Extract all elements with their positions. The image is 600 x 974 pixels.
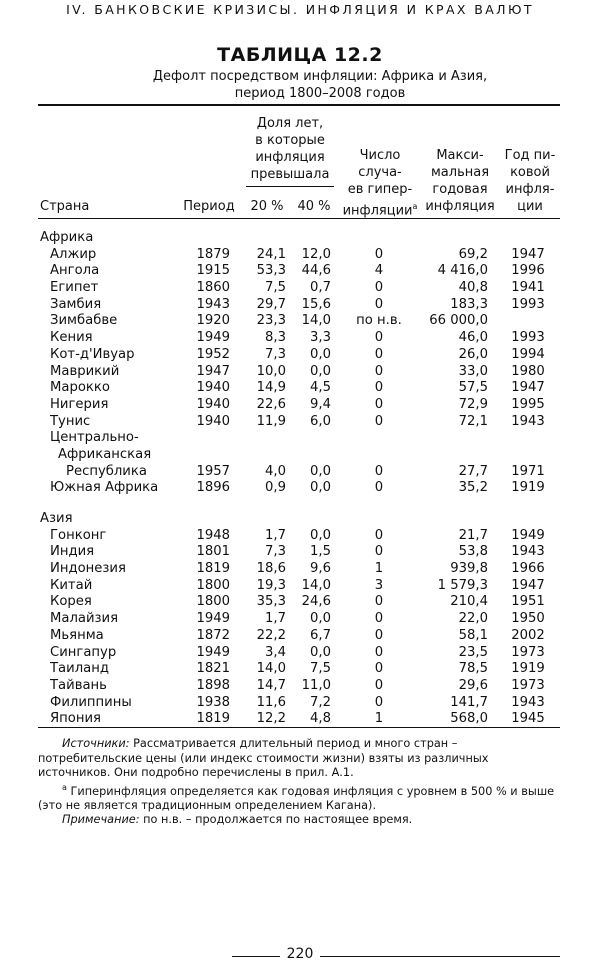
cell-hyper: 0 xyxy=(374,296,384,312)
table-row xyxy=(0,611,600,628)
cell-period: 1800 xyxy=(196,594,230,610)
remark-label: Примечание: xyxy=(62,813,140,827)
cell-max: 40,8 xyxy=(458,280,488,296)
cell-peak: 1993 xyxy=(511,330,545,346)
cell-hyper: 0 xyxy=(374,627,384,643)
cell-hyper: 3 xyxy=(374,577,384,593)
cell-peak: 1993 xyxy=(511,296,545,312)
cell-country: Зимбабве xyxy=(50,313,118,329)
cell-peak: 1947 xyxy=(511,380,545,396)
cell-max: 210,4 xyxy=(450,594,488,610)
cell-hyper: 0 xyxy=(374,661,384,677)
table-row xyxy=(0,347,600,364)
caption-line-1: Дефолт посредством инфляции: Африка и Азия, xyxy=(152,69,488,84)
cell-country: Корея xyxy=(50,594,92,610)
table-title: ТАБЛИЦА 12.2 xyxy=(217,44,383,66)
cell-period: 1860 xyxy=(196,280,230,296)
cell-country: Филиппины xyxy=(50,694,132,710)
cell-hyper: 0 xyxy=(374,380,384,396)
cell-max: 26,0 xyxy=(458,346,488,362)
cell-p40: 9,4 xyxy=(310,396,331,412)
cell-max: 78,5 xyxy=(458,661,488,677)
cell-p40: 0,0 xyxy=(310,346,331,362)
cell-p40: 4,5 xyxy=(310,380,331,396)
section-header xyxy=(0,230,600,247)
cell-peak: 1943 xyxy=(511,694,545,710)
cell-p40: 0,0 xyxy=(310,644,331,660)
sources-note xyxy=(38,737,560,781)
cell-p40: 0,0 xyxy=(310,480,331,496)
cell-period: 1940 xyxy=(196,380,230,396)
section-header xyxy=(0,511,600,528)
cell-country: Таиланд xyxy=(50,661,109,677)
cell-max: 568,0 xyxy=(450,711,488,727)
sources-label: Источники: xyxy=(62,737,130,750)
cell-max: 72,9 xyxy=(458,396,488,412)
cell-hyper: 0 xyxy=(374,330,384,346)
header-share-line: Доля лет, xyxy=(256,116,324,131)
cell-p40: 4,8 xyxy=(310,711,331,727)
cell-peak: 1945 xyxy=(511,711,545,727)
remark-note xyxy=(38,813,560,828)
cell-max: 939,8 xyxy=(450,561,488,577)
table-caption xyxy=(40,68,600,102)
remark-text: по н.в. – продолжается по настоящее время. xyxy=(143,813,413,827)
cell-p40: 44,6 xyxy=(301,263,331,279)
footnote xyxy=(38,781,560,814)
cell-p20: 14,9 xyxy=(256,380,286,396)
cell-hyper: 0 xyxy=(374,480,384,496)
header-bottom-rule xyxy=(38,218,560,219)
cell-max: 53,8 xyxy=(458,544,488,560)
cell-p20: 24,1 xyxy=(256,246,286,262)
cell-max: 33,0 xyxy=(458,363,488,379)
cell-hyper: 0 xyxy=(374,413,384,429)
table-notes xyxy=(38,737,560,828)
table-row xyxy=(0,661,600,678)
page-rule-right xyxy=(320,956,560,957)
cell-period: 1821 xyxy=(196,661,230,677)
cell-period: 1949 xyxy=(196,611,230,627)
table-row xyxy=(0,528,600,545)
table-row xyxy=(0,247,600,264)
running-header: IV. БАНКОВСКИЕ КРИЗИСЫ. ИНФЛЯЦИЯ И КРАХ ВАЛЮТ xyxy=(66,2,534,17)
table-body xyxy=(0,230,600,728)
cell-period: 1947 xyxy=(196,363,230,379)
cell-max: 23,5 xyxy=(458,644,488,660)
table-row xyxy=(0,330,600,347)
cell-p20: 29,7 xyxy=(256,296,286,312)
cell-p40: 0,0 xyxy=(310,527,331,543)
cell-p20: 0,9 xyxy=(265,480,286,496)
cell-peak: 1943 xyxy=(511,413,545,429)
cell-p20: 22,2 xyxy=(256,627,286,643)
cell-peak: 1919 xyxy=(511,661,545,677)
cell-max: 4 416,0 xyxy=(437,263,488,279)
header-share-line: инфляция xyxy=(255,150,325,165)
cell-max: 29,6 xyxy=(458,677,488,693)
sources-text: Рассматривается длительный период и много стран – потребительские цены (или индекс стоимости жизни) взяты из различных источников. Они подробно перечислены в прил. А.1. xyxy=(38,737,489,779)
cell-max: 58,1 xyxy=(458,627,488,643)
section-gap xyxy=(0,497,600,511)
cell-country: Япония xyxy=(50,711,101,727)
cell-max: 22,0 xyxy=(458,611,488,627)
cell-period: 1879 xyxy=(196,246,230,262)
cell-p40: 3,3 xyxy=(310,330,331,346)
cell-p20: 53,3 xyxy=(256,263,286,279)
cell-peak: 1947 xyxy=(511,246,545,262)
cell-p20: 1,7 xyxy=(265,527,286,543)
cell-hyper: 0 xyxy=(374,280,384,296)
cell-p40: 1,5 xyxy=(310,544,331,560)
cell-peak: 2002 xyxy=(511,627,545,643)
table-row xyxy=(0,711,600,728)
cell-period: 1948 xyxy=(196,527,230,543)
cell-max: 141,7 xyxy=(450,694,488,710)
section-name: Африка xyxy=(40,230,94,245)
table-bottom-rule xyxy=(38,727,560,728)
cell-p20: 3,4 xyxy=(265,644,286,660)
table-row xyxy=(0,464,600,481)
cell-country: Ангола xyxy=(50,263,100,279)
cell-hyper: по н.в. xyxy=(356,313,402,329)
cell-p20: 23,3 xyxy=(256,313,286,329)
cell-country: Марокко xyxy=(50,380,110,396)
table-row xyxy=(0,578,600,595)
header-share-rule xyxy=(246,186,334,187)
table-top-rule xyxy=(38,104,560,106)
table-row xyxy=(0,447,600,464)
table-row xyxy=(0,561,600,578)
cell-p20: 7,3 xyxy=(265,346,286,362)
cell-max: 27,7 xyxy=(458,463,488,479)
cell-p40: 14,0 xyxy=(301,313,331,329)
cell-country: Египет xyxy=(50,280,99,296)
cell-p20: 14,0 xyxy=(256,661,286,677)
cell-country: Тайвань xyxy=(50,677,107,693)
cell-hyper: 0 xyxy=(374,594,384,610)
cell-country: Мьянма xyxy=(50,627,104,643)
cell-peak: 1941 xyxy=(511,280,545,296)
header-country: Страна xyxy=(40,199,90,214)
cell-p40: 0,7 xyxy=(310,280,331,296)
cell-period: 1949 xyxy=(196,330,230,346)
cell-period: 1957 xyxy=(196,463,230,479)
cell-period: 1940 xyxy=(196,396,230,412)
cell-max: 46,0 xyxy=(458,330,488,346)
cell-country: Замбия xyxy=(50,296,102,312)
cell-p40: 6,0 xyxy=(310,413,331,429)
cell-period: 1915 xyxy=(196,263,230,279)
cell-period: 1943 xyxy=(196,296,230,312)
cell-peak: 1971 xyxy=(511,463,545,479)
cell-p40: 24,6 xyxy=(301,594,331,610)
cell-p20: 14,7 xyxy=(256,677,286,693)
header-hyper: Число случа- ев гипер- инфляции$^a$ xyxy=(342,148,418,219)
table-row xyxy=(0,544,600,561)
cell-period: 1898 xyxy=(196,677,230,693)
footnote-mark: a xyxy=(62,782,67,792)
header-share-line: в которые xyxy=(255,133,325,148)
cell-p40: 12,0 xyxy=(301,246,331,262)
cell-max: 183,3 xyxy=(450,296,488,312)
table-row xyxy=(0,480,600,497)
cell-p40: 9,6 xyxy=(310,561,331,577)
cell-country: Центрально- xyxy=(50,430,139,446)
cell-hyper: 0 xyxy=(374,644,384,660)
cell-hyper: 1 xyxy=(374,561,384,577)
cell-p20: 7,5 xyxy=(265,280,286,296)
cell-peak: 1949 xyxy=(511,527,545,543)
cell-peak: 1973 xyxy=(511,644,545,660)
cell-p20: 19,3 xyxy=(256,577,286,593)
cell-hyper: 0 xyxy=(374,544,384,560)
table-row xyxy=(0,430,600,447)
table-row xyxy=(0,297,600,314)
cell-p40: 7,5 xyxy=(310,661,331,677)
cell-hyper: 0 xyxy=(374,463,384,479)
table-row xyxy=(0,678,600,695)
header-hyper-note: a xyxy=(412,202,418,211)
cell-max: 69,2 xyxy=(458,246,488,262)
cell-p40: 15,6 xyxy=(301,296,331,312)
cell-p20: 11,6 xyxy=(256,694,286,710)
cell-p20: 18,6 xyxy=(256,561,286,577)
cell-peak: 1996 xyxy=(511,263,545,279)
cell-p20: 4,0 xyxy=(265,463,286,479)
table-row xyxy=(0,628,600,645)
header-p40: 40 % xyxy=(297,199,331,214)
cell-max: 1 579,3 xyxy=(437,577,488,593)
cell-hyper: 0 xyxy=(374,611,384,627)
cell-p20: 7,3 xyxy=(265,544,286,560)
header-peak: Год пи- ковой инфля- ции xyxy=(504,148,556,214)
table-row xyxy=(0,280,600,297)
table-row xyxy=(0,397,600,414)
footnote-text: Гиперинфляция определяется как годовая инфляция с уровнем в 500 % и выше (это не является традиционным определением Кагана). xyxy=(38,784,555,812)
cell-max: 35,2 xyxy=(458,480,488,496)
header-p20: 20 % xyxy=(250,199,284,214)
cell-p20: 11,9 xyxy=(256,413,286,429)
cell-country: Тунис xyxy=(50,413,91,429)
table-row xyxy=(0,414,600,431)
cell-hyper: 0 xyxy=(374,246,384,262)
cell-p20: 8,3 xyxy=(265,330,286,346)
table-row xyxy=(0,645,600,662)
cell-country: Китай xyxy=(50,577,93,593)
cell-peak: 1947 xyxy=(511,577,545,593)
cell-hyper: 1 xyxy=(374,711,384,727)
cell-country: Африканская xyxy=(58,446,152,462)
cell-country: Сингапур xyxy=(50,644,117,660)
cell-country: Кения xyxy=(50,330,93,346)
header-period: Период xyxy=(183,199,235,214)
cell-country: Республика xyxy=(66,463,147,479)
cell-period: 1920 xyxy=(196,313,230,329)
cell-p20: 22,6 xyxy=(256,396,286,412)
cell-p20: 35,3 xyxy=(256,594,286,610)
cell-p40: 7,2 xyxy=(310,694,331,710)
cell-country: Маврикий xyxy=(50,363,120,379)
cell-peak: 1966 xyxy=(511,561,545,577)
cell-max: 57,5 xyxy=(458,380,488,396)
header-share-line: превышала xyxy=(250,167,330,182)
cell-p40: 0,0 xyxy=(310,363,331,379)
cell-p40: 0,0 xyxy=(310,611,331,627)
cell-p20: 1,7 xyxy=(265,611,286,627)
table-row xyxy=(0,313,600,330)
table-row xyxy=(0,263,600,280)
cell-period: 1801 xyxy=(196,544,230,560)
cell-country: Малайзия xyxy=(50,611,119,627)
cell-period: 1800 xyxy=(196,577,230,593)
cell-country: Индия xyxy=(50,544,95,560)
cell-hyper: 0 xyxy=(374,346,384,362)
cell-hyper: 0 xyxy=(374,677,384,693)
cell-peak: 1950 xyxy=(511,611,545,627)
cell-peak: 1994 xyxy=(511,346,545,362)
cell-period: 1896 xyxy=(196,480,230,496)
cell-country: Кот-д'Ивуар xyxy=(50,346,135,362)
cell-country: Гонконг xyxy=(50,527,107,543)
cell-peak: 1980 xyxy=(511,363,545,379)
cell-period: 1819 xyxy=(196,711,230,727)
cell-period: 1819 xyxy=(196,561,230,577)
caption-line-2: период 1800–2008 годов xyxy=(234,86,406,101)
cell-peak: 1995 xyxy=(511,396,545,412)
cell-hyper: 0 xyxy=(374,527,384,543)
cell-country: Алжир xyxy=(50,246,97,262)
cell-p20: 12,2 xyxy=(256,711,286,727)
cell-peak: 1943 xyxy=(511,544,545,560)
cell-max: 66 000,0 xyxy=(429,313,488,329)
header-share-group xyxy=(242,115,338,183)
cell-p40: 0,0 xyxy=(310,463,331,479)
cell-hyper: 0 xyxy=(374,363,384,379)
cell-period: 1938 xyxy=(196,694,230,710)
table-row xyxy=(0,594,600,611)
section-name: Азия xyxy=(40,511,73,526)
cell-p20: 10,0 xyxy=(256,363,286,379)
cell-country: Южная Африка xyxy=(50,480,159,496)
table-row xyxy=(0,695,600,712)
cell-country: Нигерия xyxy=(50,396,109,412)
cell-period: 1949 xyxy=(196,644,230,660)
cell-max: 72,1 xyxy=(458,413,488,429)
cell-peak: 1919 xyxy=(511,480,545,496)
cell-peak: 1951 xyxy=(511,594,545,610)
cell-period: 1952 xyxy=(196,346,230,362)
cell-period: 1940 xyxy=(196,413,230,429)
header-max: Макси- мальная годовая инфляция xyxy=(425,148,495,214)
cell-country: Индонезия xyxy=(50,561,126,577)
table-row xyxy=(0,364,600,381)
cell-peak: 1973 xyxy=(511,677,545,693)
cell-hyper: 0 xyxy=(374,396,384,412)
cell-hyper: 4 xyxy=(374,263,384,279)
cell-period: 1872 xyxy=(196,627,230,643)
cell-p40: 6,7 xyxy=(310,627,331,643)
table-row xyxy=(0,380,600,397)
cell-p40: 11,0 xyxy=(301,677,331,693)
page-number: 220 xyxy=(286,946,314,962)
cell-max: 21,7 xyxy=(458,527,488,543)
cell-p40: 14,0 xyxy=(301,577,331,593)
cell-hyper: 0 xyxy=(374,694,384,710)
